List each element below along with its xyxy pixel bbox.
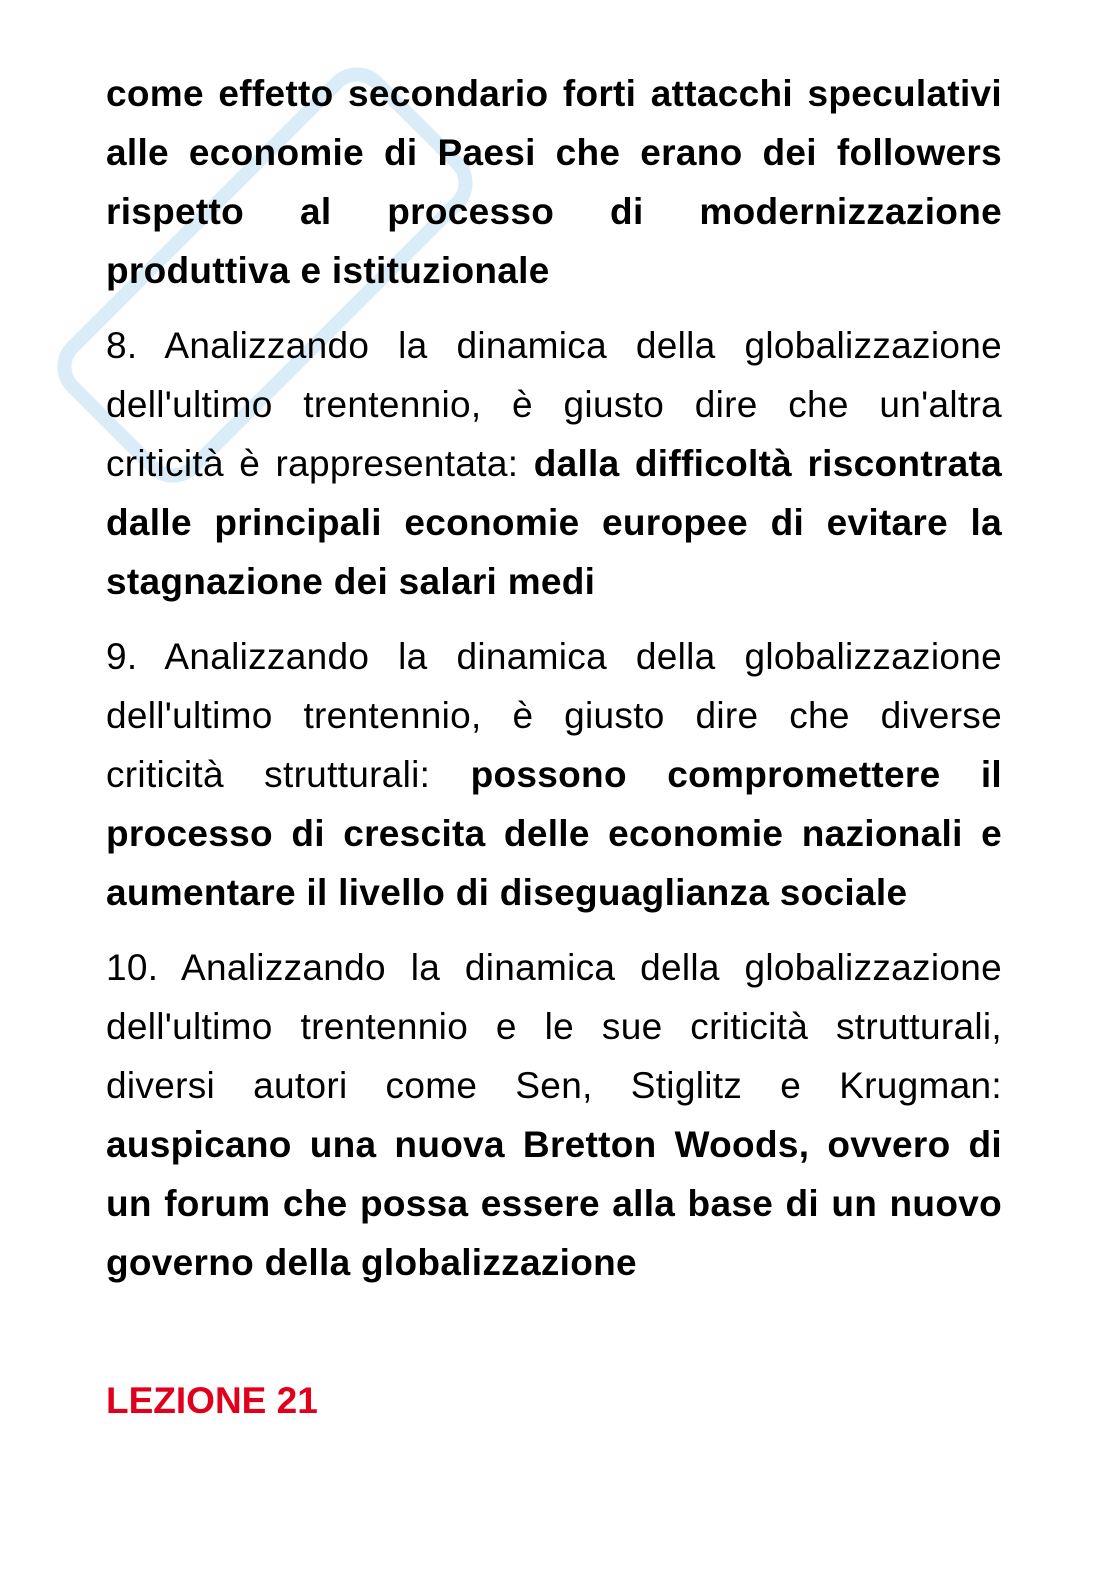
document-body (106, 64, 1002, 1308)
lesson-heading: LEZIONE 21 (106, 1380, 318, 1421)
answer-text: auspicano una nuova Bretton Woods, ovvero di un forum che possa essere alla base di un nuovo governo della globalizzazione (106, 1124, 1002, 1283)
paragraph-7-answer-continuation (106, 64, 1002, 300)
answer-text: dalla difficoltà riscontrata dalle principali economie europee di evitare la stagnazione dei salari medi (106, 443, 1002, 602)
question-text: 8. Analizzando la dinamica della globalizzazione dell'ultimo trentennio, è giusto dire che un'altra criticità è rappresentata: (106, 325, 1002, 484)
answer-text: possono compromettere il processo di crescita delle economie nazionali e aumentare il livello di diseguaglianza sociale (106, 754, 1002, 913)
paragraph-question-9 (106, 627, 1002, 922)
paragraph-question-10 (106, 938, 1002, 1292)
paragraph-question-8 (106, 316, 1002, 611)
question-text: 9. Analizzando la dinamica della globalizzazione dell'ultimo trentennio, è giusto dire che diverse criticità strutturali: (106, 636, 1002, 795)
answer-text: come effetto secondario forti attacchi speculativi alle economie di Paesi che erano dei followers rispetto al processo di modernizzazione produttiva e istituzionale (106, 73, 1002, 291)
question-text: 10. Analizzando la dinamica della globalizzazione dell'ultimo trentennio e le sue criticità strutturali, diversi autori come Sen, Stiglitz e Krugman: (106, 947, 1002, 1106)
